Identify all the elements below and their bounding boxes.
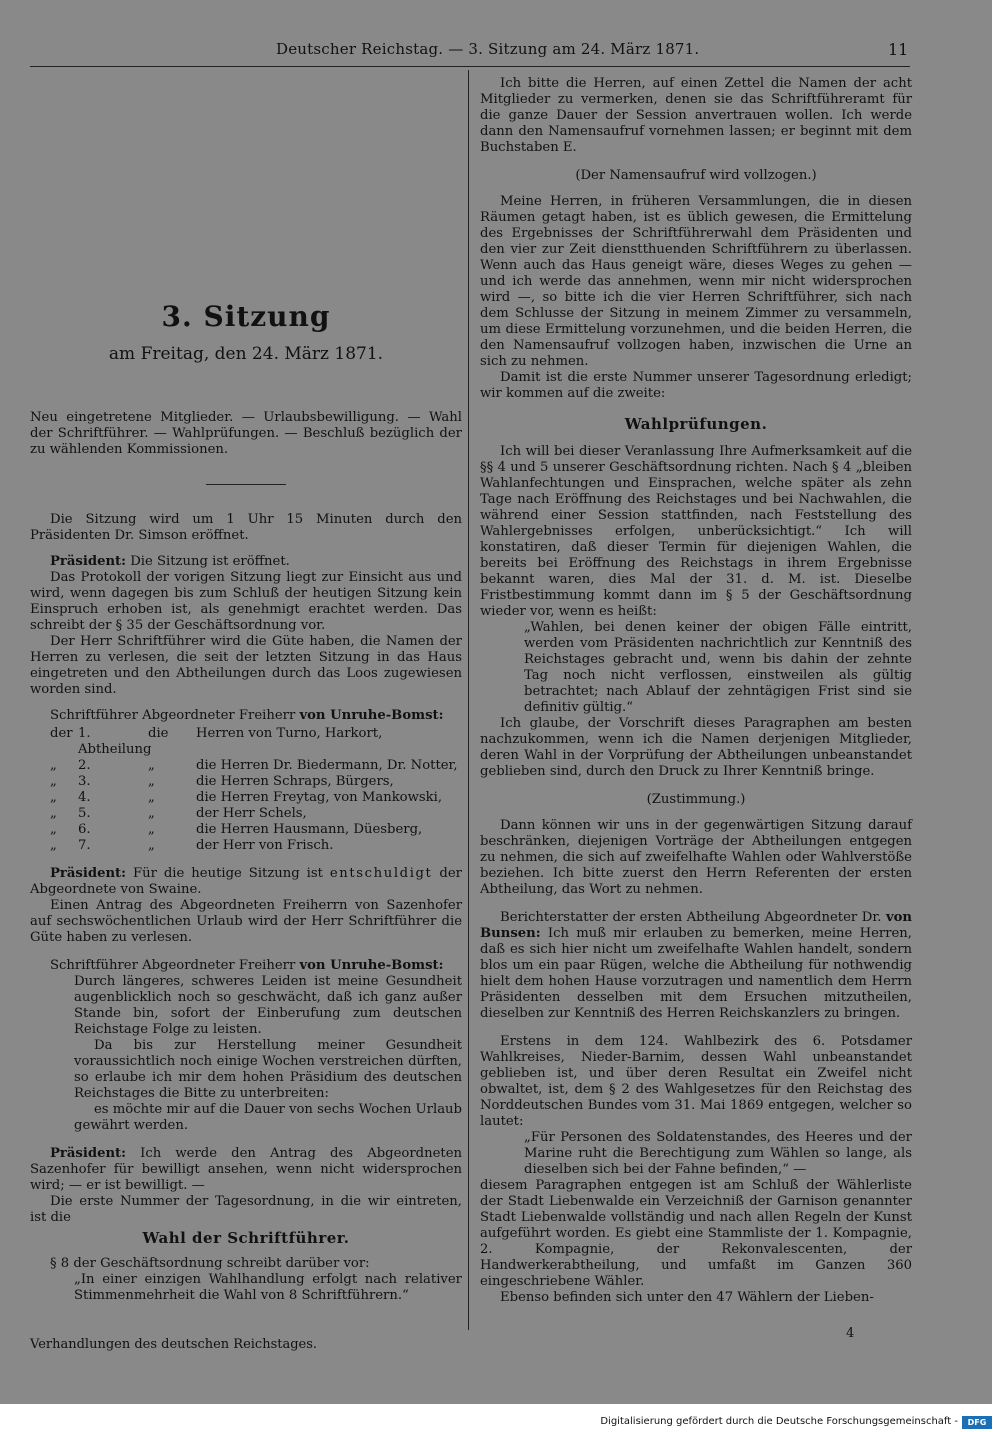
letter-paragraph: Da bis zur Herstellung meiner Gesundheit voraussichtlich noch einige Wochen verstreichen dürften, so erlaube ich mir dem hohen Präsidium des deutschen Reichstages die Bitte zu unterbreiten: <box>74 1038 462 1101</box>
heading-wahl: Wahl der Schriftführer. <box>142 1229 350 1247</box>
credit-text: Digitalisierung gefördert durch die Deutsche Forschungsgemeinschaft - <box>600 1416 958 1427</box>
names-paragraph: Der Herr Schriftführer wird die Güte haben, die Namen der Herren zu verlesen, die seit der letzten Sitzung in das Haus eingetreten und den Abtheilungen durch das Loos zugewiesen worden sind. <box>30 634 462 697</box>
agenda-item-paragraph: Die erste Nummer der Tagesordnung, in die wir eintreten, ist die <box>30 1194 462 1225</box>
running-header: Deutscher Reichstag. — 3. Sitzung am 24. März 1871. <box>276 40 700 58</box>
session-date: am Freitag, den 24. März 1871. <box>108 344 384 364</box>
rules-quote: „Wahlen, bei denen keiner der obigen Fälle eintritt, werden vom Präsidenten nachrichtlich zur Kenntniß des Reichstages gebracht und, wenn bis dahin der zehnte Tag noch nicht verflossen, einstweilen als gültig betrachtet; nach Ablauf der zehntägigen Frist sind sie definitiv gültig.“ <box>524 620 912 715</box>
header-rule <box>30 66 910 67</box>
paragraph: Ich bitte die Herren, auf einen Zettel die Namen der acht Mitglieder zu vermerken, denen sie das Schriftführeramt für die ganze Dauer der Session anvertrauen wollen. Ich werde dann den Namensaufruf vornehmen lassen; er beginnt mit dem Buchstaben E. <box>480 76 912 155</box>
agenda-rule <box>206 484 286 485</box>
protocol-paragraph: Das Protokoll der vorigen Sitzung liegt zur Einsicht aus und wird, wenn dagegen bis zum Schluß der heutigen Sitzung kein Einspruch erhoben ist, als genehmigt erachtet werden. Das schreibt der § 35 der Geschäftsordnung vor. <box>30 570 462 633</box>
speaker-president: Präsident: <box>50 866 127 881</box>
president-remark-2: Präsident: Für die heutige Sitzung ist entschuldigt der Abgeordnete von Swaine. <box>30 866 462 897</box>
table-row: „ 7. „ der Herr von Frisch. <box>50 838 334 853</box>
signature-mark: 4 <box>846 1326 855 1341</box>
paragraph: Ich will bei dieser Veranlassung Ihre Aufmerksamkeit auf die §§ 4 und 5 unserer Geschäftsordnung richten. Nach § 4 „bleiben Wahlanfechtungen und Einsprachen, welche später als zehn Tage nach Eröffnung des Reichstages und bei Nachwahlen, die während einer Session stattfinden, nach Feststellung des Wahlergebnisses erfolgen, unberücksichtigt.“ Ich will konstatiren, daß dieser Termin für diejenigen Wahlen, die bereits bei Eröffnung des Reichstags in ihrem Ergebnisse bekannt waren, dies Mal der 31. d. M. ist. Dieselbe Fristbestimmung kommt dann im § 5 der Geschäftsordnung wieder vor, wenn es heißt: <box>480 444 912 619</box>
left-column-body <box>30 512 462 1304</box>
left-column-agenda <box>30 410 462 458</box>
rapporteur-line: Berichterstatter der ersten Abtheilung Abgeordneter Dr. von Bunsen: Ich muß mir erlauben zu bemerken, meine Herren, daß es sich hier nicht um zweifelhafte Wahlen handelt, sondern blos um ein paar Rügen, welche die Abtheilung für nothwendig hielt dem hohen Hause vorzutragen und namentlich dem Herrn Präsidenten desselben mit dem Ersuchen mitzutheilen, dieselben zur Kenntniß des Herren Reichskanzlers zu bringen. <box>480 910 912 1021</box>
paragraph: Ich glaube, der Vorschrift dieses Paragraphen am besten nachzukommen, wenn ich die Namen derjenigen Mitglieder, deren Wahl in der Vorprüfung der Abtheilungen unbeanstandet geblieben sind, durch den Druck zu Ihrer Kenntniß bringe. <box>480 716 912 779</box>
rules-quote: „In einer einzigen Wahlhandlung erfolgt nach relativer Stimmenmehrheit die Wahl von 8 Schriftführern.“ <box>74 1272 462 1303</box>
heading-wahlpruefungen: Wahlprüfungen. <box>624 415 768 433</box>
rules-paragraph: § 8 der Geschäftsordnung schreibt darüber vor: <box>50 1256 370 1271</box>
letter-paragraph: Durch längeres, schweres Leiden ist meine Gesundheit augenblicklich noch so geschwächt, daß ich ganz außer Stande bin, sofort der Einberufung zum deutschen Reichstage Folge zu leisten. <box>74 974 462 1037</box>
paragraph: Meine Herren, in früheren Versammlungen, die in diesen Räumen getagt haben, ist es üblich gewesen, die Ermittelung des Ergebnisses der Schriftführerwahl dem Präsidenten und den vier zur Zeit dienstthuenden Schriftführern zu überlassen. Wenn auch das Haus geneigt wäre, dieses Weges zu gehen — und ich werde das annehmen, wenn mir nicht widersprochen wird —, so bitte ich die vier Herren Schriftführer, sich nach dem Schlusse der Sitzung in meinem Zimmer zu versammeln, um diese Ermittelung vorzunehmen, und die beiden Herren, die den Namensaufruf vollzogen haben, inzwischen die Urne an sich zu nehmen. <box>480 194 912 369</box>
speaker-president: Präsident: <box>50 554 127 569</box>
president-remark-1 <box>30 554 462 570</box>
table-row: „ 2. „ die Herren Dr. Biedermann, Dr. Notter, <box>50 758 458 773</box>
letter-block <box>30 974 462 1134</box>
agenda-summary: Neu eingetretene Mitglieder. — Urlaubsbewilligung. — Wahl der Schriftführer. — Wahlprüfungen. — Beschluß bezüglich der zu wählenden Kommissionen. <box>30 410 462 457</box>
credit-bar <box>0 1415 1000 1432</box>
speaker-president: Präsident: <box>50 1146 127 1161</box>
rapporteur-intro: Berichterstatter der ersten Abtheilung Abgeordneter Dr. <box>500 910 882 925</box>
secretary-name: von Unruhe-Bomst: <box>299 958 444 973</box>
right-column-body <box>480 76 912 1306</box>
remark-text: Die Sitzung ist eröffnet. <box>130 554 290 569</box>
paragraph: Dann können wir uns in der gegenwärtigen Sitzung darauf beschränken, diejenigen Vorträge der Abtheilungen entgegen zu nehmen, die sich auf zweifelhafte Wahlen oder Wahlverstöße beziehen. Ich bitte zuerst den Herrn Referenten der ersten Abtheilung, das Wort zu nehmen. <box>480 818 912 897</box>
stage-direction: (Der Namensaufruf wird vollzogen.) <box>575 168 817 183</box>
dfg-logo[interactable]: DFG <box>962 1416 992 1429</box>
paragraph: Erstens in dem 124. Wahlbezirk des 6. Potsdamer Wahlkreises, Nieder-Barnim, dessen Wahl unbeanstandet geblieben ist, und über deren Resultat ein Zweifel nicht obwaltet, ist, dem § 2 des Wahlgesetzes für den Reichstag des Norddeutschen Bundes vom 31. Mai 1869 entgegen, welcher so lautet: <box>480 1034 912 1129</box>
page-number: 11 <box>888 40 909 59</box>
opening-paragraph: Die Sitzung wird um 1 Uhr 15 Minuten durch den Präsidenten Dr. Simson eröffnet. <box>30 512 462 543</box>
secretary-name: von Unruhe-Bomst: <box>299 708 444 723</box>
leave-request-paragraph: Einen Antrag des Abgeordneten Freiherrn von Sazenhofer auf sechswöchentlichen Urlaub wird der Herr Schriftführer die Güte haben zu verlesen. <box>30 898 462 945</box>
letter-paragraph: es möchte mir auf die Dauer von sechs Wochen Urlaub gewährt werden. <box>74 1102 462 1133</box>
paragraph: diesem Paragraphen entgegen ist am Schluß der Wählerliste der Stadt Liebenwalde ein Verzeichniß der Garnison genannter Stadt Liebenwalde vollständig und nach allen Regeln der Kunst aufgeführt worden. Es giebt eine Stammliste der 1. Kompagnie, 2. Kompagnie, der Rekonvalescenten, der Handwerkerabtheilung, und umfaßt im Ganzen 360 eingeschriebene Wähler. <box>480 1178 912 1289</box>
paragraph: Damit ist die erste Nummer unserer Tagesordnung erledigt; wir kommen auf die zweite: <box>480 370 912 401</box>
table-row: „ 4. „ die Herren Freytag, von Mankowski, <box>50 790 443 805</box>
rapporteur-name: von Bunsen: <box>480 910 912 941</box>
table-row: „ 3. „ die Herren Schraps, Bürgers, <box>50 774 394 789</box>
stage-direction: (Zustimmung.) <box>646 792 746 807</box>
table-row: der 1. Abtheilung die Herren von Turno, Harkort, <box>50 726 383 757</box>
column-divider <box>468 70 469 1330</box>
table-row: „ 5. „ der Herr Schels, <box>50 806 307 821</box>
law-quote: „Für Personen des Soldatenstandes, des Heeres und der Marine ruht die Berechtigung zum Wählen so lange, als dieselben sich bei der Fahne befinden,“ — <box>524 1130 912 1177</box>
paragraph: Ebenso befinden sich unter den 47 Wählern der Lieben- <box>500 1290 874 1305</box>
session-title: 3. Sitzung <box>161 300 331 333</box>
secretary-intro: Schriftführer Abgeordneter Freiherr <box>50 708 296 723</box>
president-remark-3: Präsident: Ich werde den Antrag des Abgeordneten Sazenhofer für bewilligt ansehen, wenn nicht widersprochen wird; — er ist bewilligt. — <box>30 1146 462 1193</box>
table-row: „ 6. „ die Herren Hausmann, Düesberg, <box>50 822 423 837</box>
secretary-line-1 <box>30 708 462 724</box>
secretary-line-2 <box>30 958 462 974</box>
footer-note: Verhandlungen des deutschen Reichstages. <box>30 1337 318 1352</box>
division-table <box>30 726 462 854</box>
secretary-intro: Schriftführer Abgeordneter Freiherr <box>50 958 296 973</box>
